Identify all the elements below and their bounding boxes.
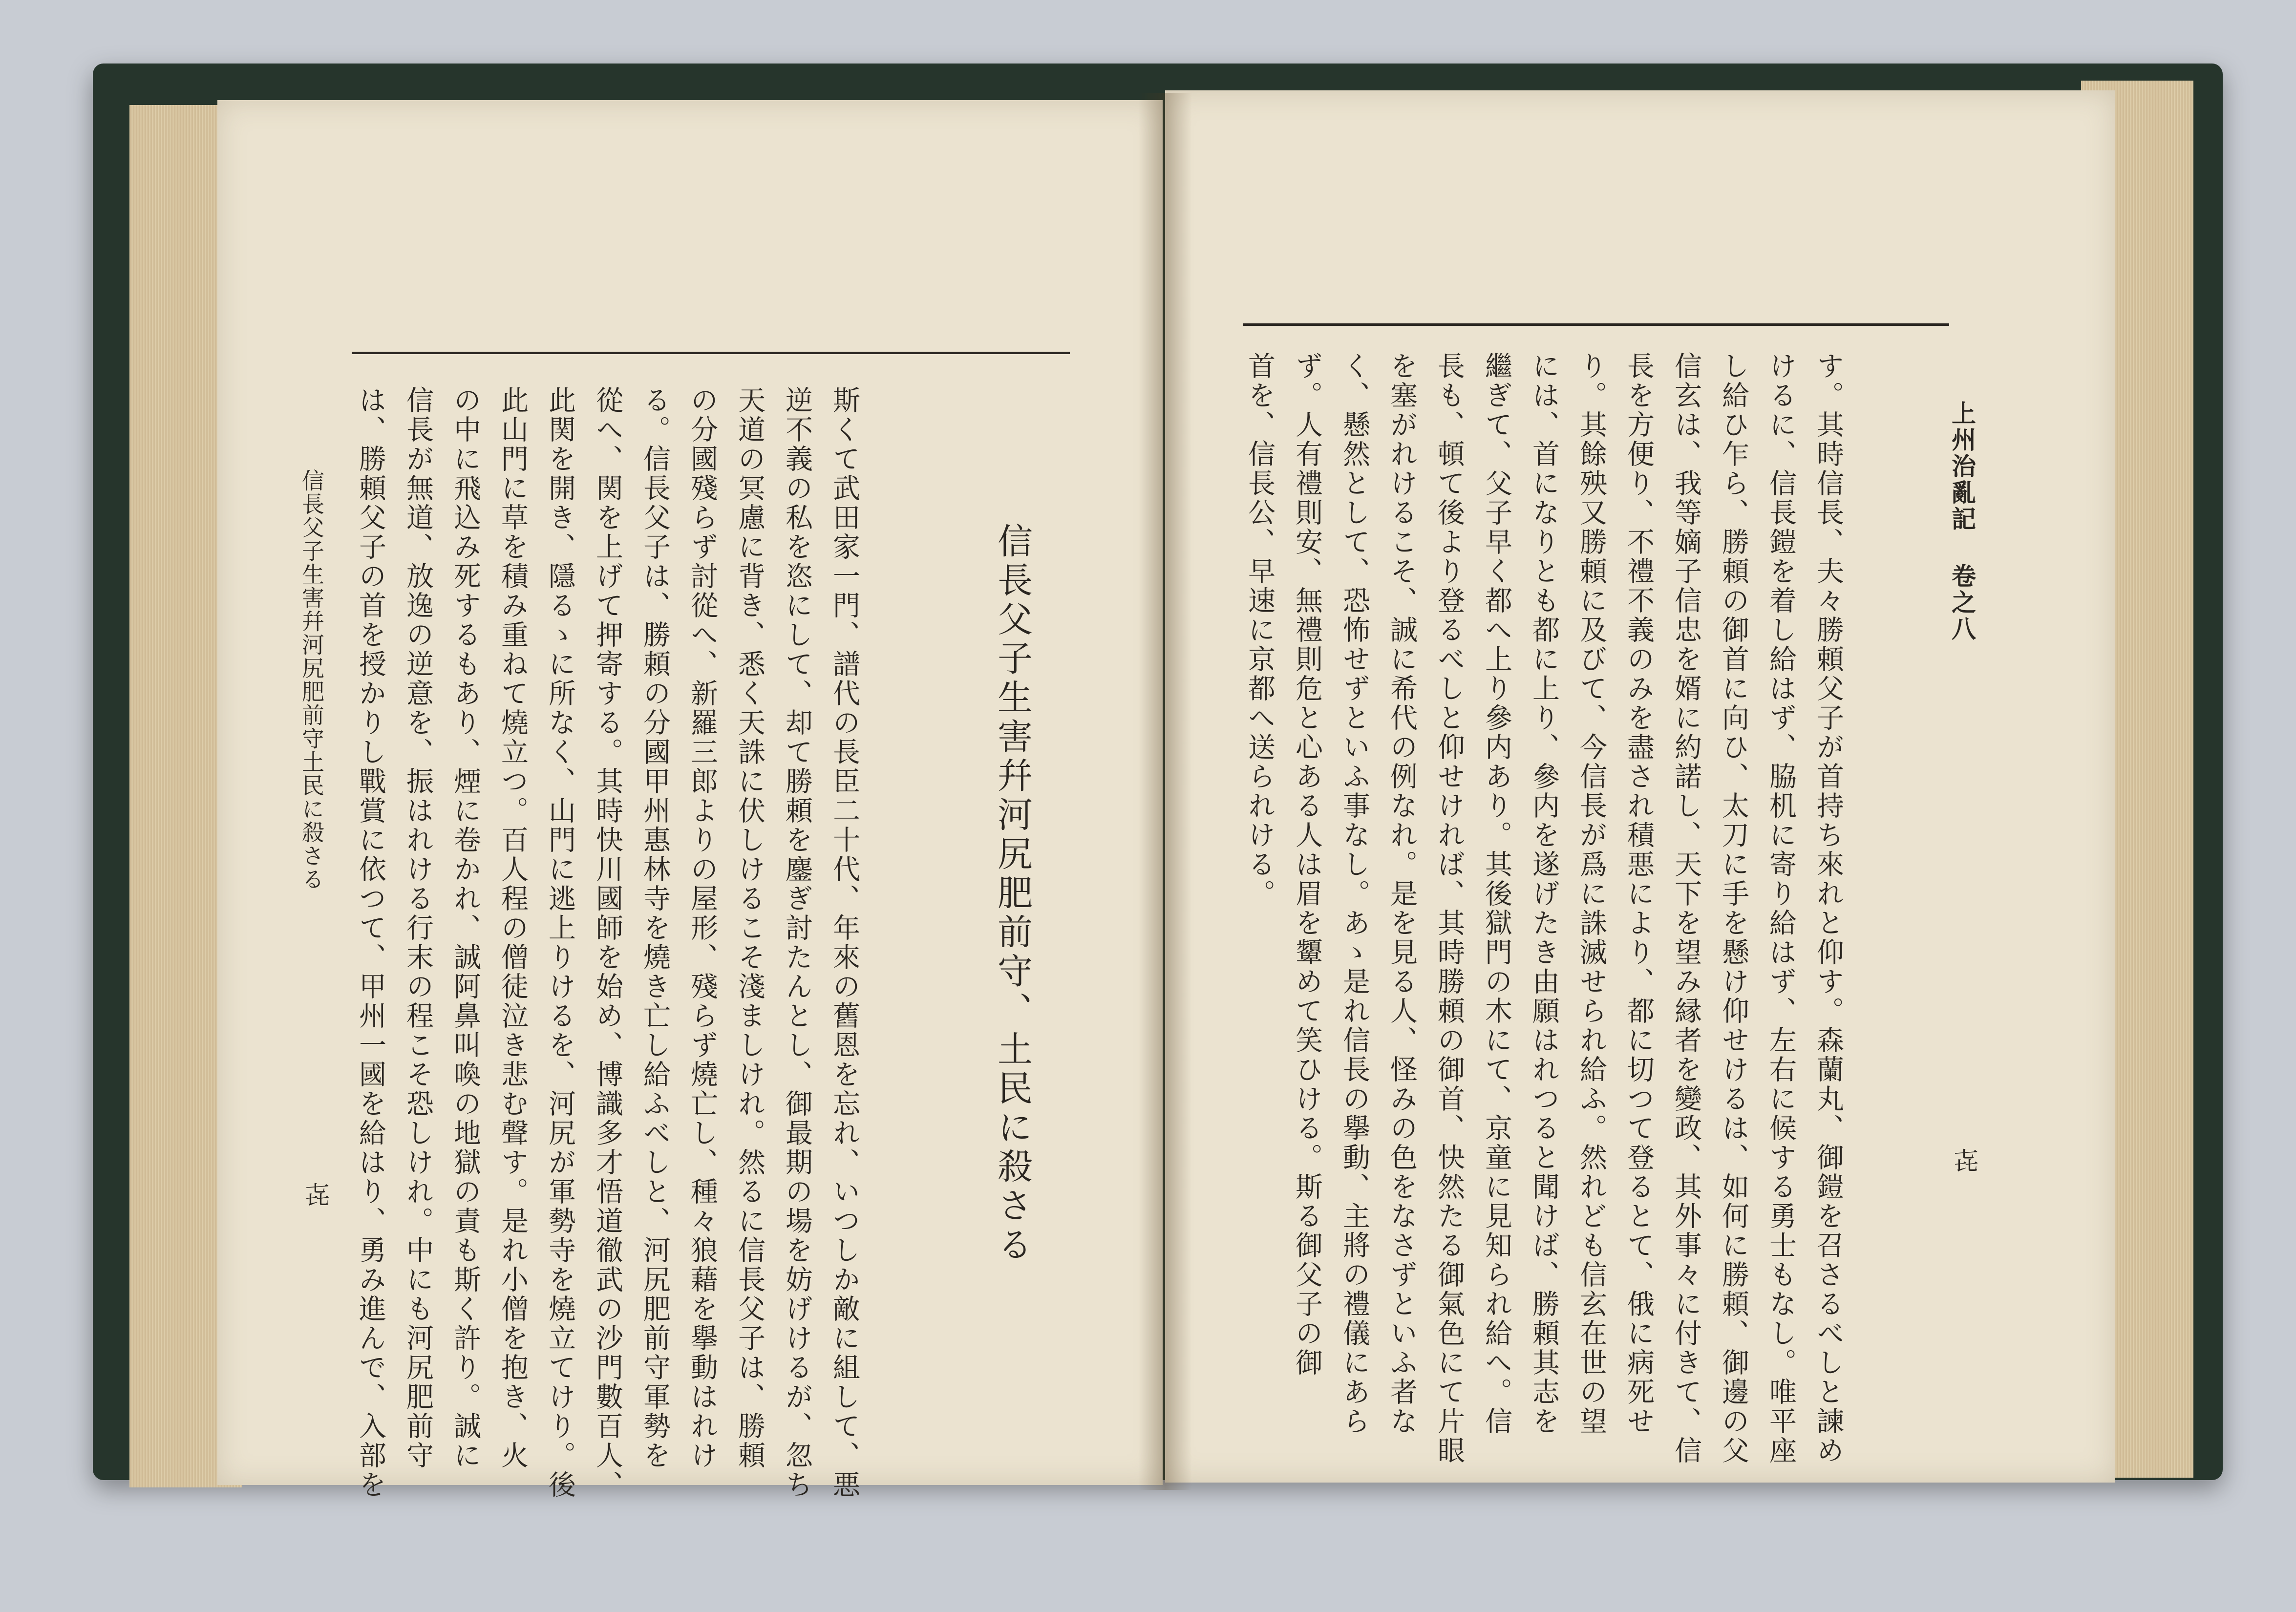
right-text-column: り。其餘殃又勝頼に及びて、今信長が爲に誅滅せられ給ふ。然れども信玄在世の望 [1575, 352, 1607, 1436]
right-text-column: には、首になりとも都に上り、參内を遂げたき由願はれつると聞けば、勝頼其志を [1528, 352, 1560, 1436]
left-running-head: 信長父子生害幷河尻肥前守土民に殺さる [298, 469, 325, 891]
left-text-column: 天道の冥慮に背き、悉く天誅に伏しけるこそ淺ましけれ。然るに信長父子は、勝頼 [734, 386, 765, 1470]
left-text-column: 從へ、関を上げて押寄する。其時快川國師を始め、博識多才悟道徹武の沙門數百人、 [592, 386, 623, 1500]
left-text-column: 此関を開き、隱るゝに所なく、山門に逃上りけるを、河尻が軍勢寺を燒立てけり。後 [544, 386, 576, 1500]
right-text-column: を塞がれけるこそ、誠に希代の例なれ。是を見る人、怪みの色をなさずといふ者な [1386, 352, 1418, 1436]
book-gutter [1138, 93, 1192, 1490]
right-text-column: し給ひ乍ら、勝頼の御首に向ひ、太刀に手を懸け仰せけるは、如何に勝頼、御邊の父 [1718, 352, 1749, 1465]
right-text-column: 信玄は、我等嫡子信忠を婿に約諾し、天下を望み縁者を變政、其外事々に付きて、信 [1670, 352, 1702, 1465]
right-text-column: 長も、頓て後より登るべしと仰せければ、其時勝頼の御首、快然たる御氣色にて片眼 [1433, 352, 1465, 1465]
right-header-rule [1243, 323, 1949, 326]
left-text-column: 此山門に草を積み重ねて燒立つ。百人程の僧徒泣き悲む聲す。是れ小僧を抱き、火 [497, 386, 529, 1470]
left-text-column: 斯くて武田家一門、譜代の長臣二十代、年來の舊恩を忘れ、いつしか敵に組して、悪 [829, 386, 860, 1500]
right-text-column: けるに、信長鎧を着し給はず、脇机に寄り給はず、左右に候する勇士もなし。唯平座 [1765, 352, 1797, 1465]
left-text-column: 逆不義の私を恣にして、却て勝頼を鏖ぎ討たんとし、御最期の場を妨げけるが、忽ち [781, 386, 813, 1500]
right-text-column: く、懸然として、恐怖せずといふ事なし。あゝ是れ信長の擧動、主將の禮儀にあら [1339, 352, 1370, 1436]
left-text-column: の分國殘らず討從へ、新羅三郎よりの屋形、殘らず燒亡し、種々狼藉を擧動はれけ [686, 386, 718, 1470]
right-text-column: 首を、信長公、早速に京都へ送られける。 [1244, 352, 1276, 909]
right-text-column: 繼ぎて、父子早く都へ上り參内あり。其後獄門の木にて、京童に見知られ給へ。信 [1481, 352, 1512, 1436]
left-text-column: の中に飛込み死するもあり、煙に卷かれ、誠阿鼻叫喚の地獄の責も斯く許り。誠に [449, 386, 481, 1470]
right-text-column: す。其時信長、夫々勝頼父子が首持ち來れと仰す。森蘭丸、御鎧を召さるべしと諫め [1812, 352, 1844, 1465]
left-text-column: は、勝頼父子の首を授かりし戰賞に依つて、甲州一國を給はり、勇み進んで、入部を [355, 386, 386, 1500]
left-header-rule [352, 352, 1070, 354]
right-running-head: 上州治亂記 卷之八 [1948, 401, 1977, 642]
left-text-column: 信長が無道、放逸の逆意を、振はれける行末の程こそ恐しけれ。中にも河尻肥前守 [402, 386, 434, 1470]
right-text-column: 長を方便り、不禮不義のみを盡され積悪により、都に切つて登るとて、俄に病死せ [1623, 352, 1655, 1436]
right-text-column: ず。人有禮則安、無禮則危と心ある人は眉を顰めて笑ひける。斯る御父子の御 [1291, 352, 1323, 1378]
left-folio: 㐂 [301, 1182, 330, 1207]
right-folio: 㐂 [1950, 1148, 1978, 1172]
left-text-column: る。信長父子は、勝頼の分國甲州惠林寺を燒き亡し給ふべしと、河尻肥前守軍勢を [639, 386, 671, 1470]
chapter-title: 信長父子生害幷河尻肥前守、土民に殺さる [992, 523, 1033, 1265]
